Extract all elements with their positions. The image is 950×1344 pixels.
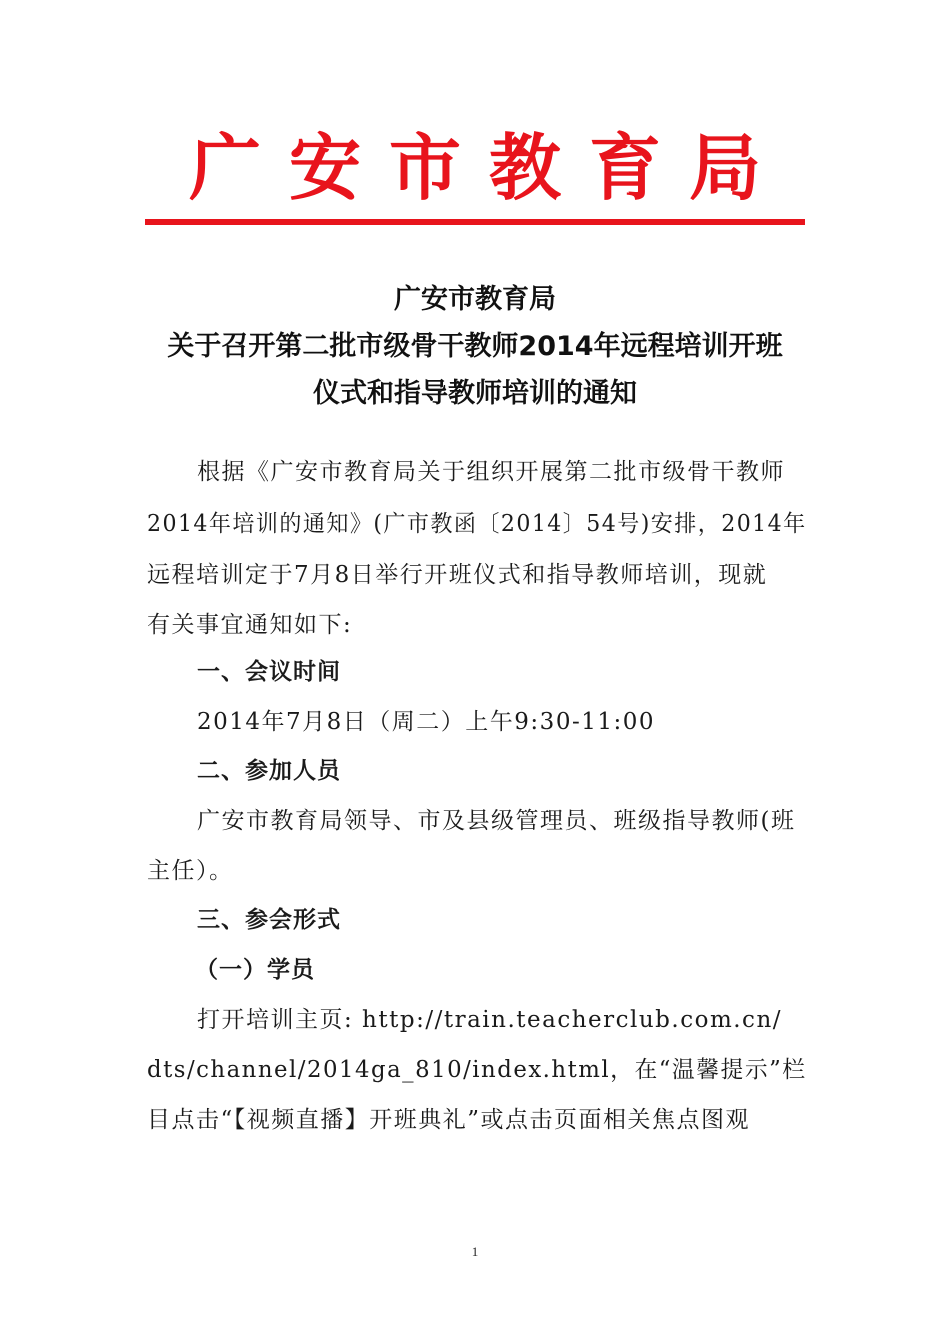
title-line-3: 仪式和指导教师培训的通知: [313, 378, 637, 409]
subsection1-heading: （一）学员: [195, 957, 315, 983]
intro-line-3: 远程培训定于7月8日举行开班仪式和指导教师培训，现就: [147, 562, 768, 588]
subsection1-text-line-3: 目点击“【视频直播】开班典礼”或点击页面相关焦点图观: [147, 1107, 751, 1133]
intro-line-1: 根据《广安市教育局关于组织开展第二批市级骨干教师: [197, 459, 785, 485]
section1-text: 2014年7月8日（周二）上午9:30-11:00: [197, 709, 656, 735]
subsection1-text-line-2: dts/channel/2014ga_810/index.html，在“温馨提示”栏: [147, 1057, 807, 1083]
section2-heading: 二、参加人员: [197, 758, 341, 784]
masthead-title: 广安市教育局: [188, 125, 789, 210]
section2-text-line-1: 广安市教育局领导、市及县级管理员、班级指导教师(班: [197, 808, 796, 834]
document-title: [120, 276, 830, 417]
page-number: 1: [471, 1244, 479, 1259]
section2-text-line-2: 主任）。: [147, 858, 234, 884]
intro-line-4: 有关事宜通知如下:: [147, 612, 353, 638]
title-line-1: 广安市教育局: [394, 284, 556, 315]
section1-heading: 一、会议时间: [197, 659, 341, 685]
section3-heading: 三、参会形式: [197, 907, 341, 933]
intro-line-2: 2014年培训的通知》(广市教函〔2014〕54号)安排，2014年: [147, 511, 807, 537]
subsection1-text-line-1: 打开培训主页: http://train.teacherclub.com.cn/: [197, 1007, 783, 1033]
masthead-red-rule: [145, 219, 805, 225]
title-line-2: 关于召开第二批市级骨干教师2014年远程培训开班: [167, 331, 783, 362]
